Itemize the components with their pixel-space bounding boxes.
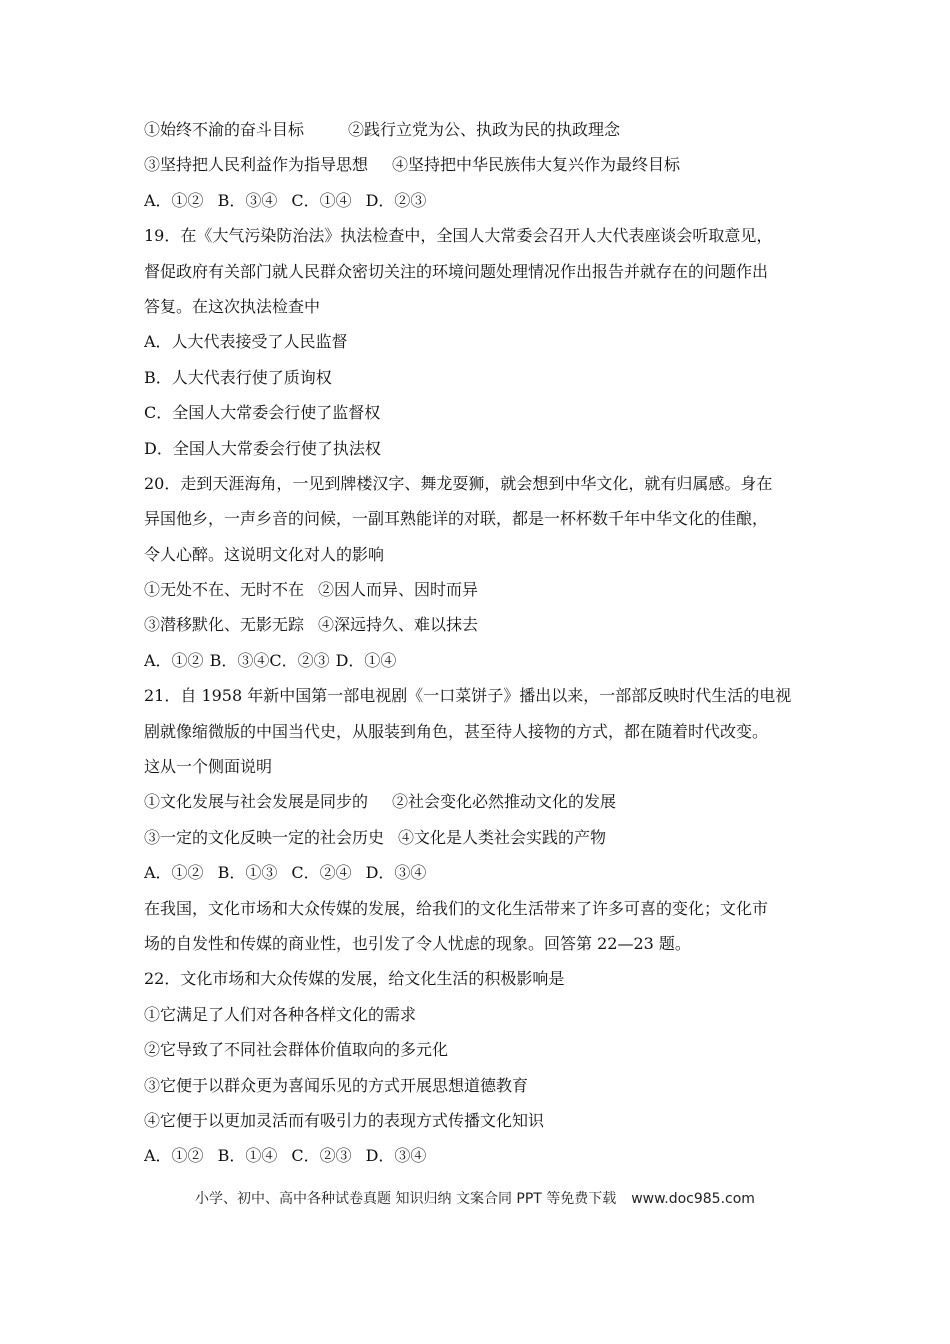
q19-stem-line-1: 19．在《大气污染防治法》执法检查中，全国人大常委会召开人大代表座谈会听取意见，: [144, 226, 773, 246]
q20-answer-c: C．②③: [269, 650, 330, 670]
q22-option-3: ③它便于以群众更为喜闻乐见的方式开展思想道德教育: [144, 1075, 529, 1095]
q20-stem-line-3: 令人心醉。这说明文化对人的影响: [144, 544, 385, 564]
q21-option-3: ③一定的文化反映一定的社会历史: [144, 827, 385, 847]
q18-option-3: ③坚持把人民利益作为指导思想: [144, 155, 369, 175]
q21-option-2: ②社会变化必然推动文化的发展: [392, 792, 617, 812]
q18-options-row-2: [144, 147, 814, 182]
q20-option-3: ③潜移默化、无影无踪: [144, 615, 305, 635]
q21-stem-line-1: 21．自 1958 年新中国第一部电视剧《一口菜饼子》播出以来，一部部反映时代生活的电视: [144, 686, 792, 706]
q22-answer-a: A．①②: [144, 1146, 204, 1166]
q20-option-2: ②因人而异、因时而异: [318, 580, 479, 600]
q18-answer-a: A．①②: [144, 190, 204, 210]
q19-stem-line-3: 答复。在这次执法检查中: [144, 296, 321, 316]
q20-options-row-2: [144, 607, 814, 642]
q19-choice-b: B．人大代表行使了质询权: [144, 367, 332, 387]
q21-option-1: ①文化发展与社会发展是同步的: [144, 792, 369, 812]
q22-stem: 22．文化市场和大众传媒的发展，给文化生活的积极影响是: [144, 969, 565, 989]
q18-answer-b: B．③④: [217, 190, 278, 210]
q18-answer-d: D．②③: [365, 190, 427, 210]
q18-option-1: ①始终不渝的奋斗目标: [144, 120, 305, 139]
q21-options-row-1: [144, 784, 814, 819]
q21-stem-line-2: 剧就像缩微版的中国当代史，从服装到角色，甚至待人接物的方式，都在随着时代改变。: [144, 721, 769, 741]
q22-answer-c: C．②③: [291, 1146, 352, 1166]
q20-options-row-1: [144, 572, 814, 607]
q21-answer-c: C．②④: [291, 863, 352, 883]
passage-line-2: 场的自发性和传媒的商业性，也引发了令人忧虑的现象。回答第 22—23 题。: [144, 933, 691, 953]
passage-line-1: 在我国，文化市场和大众传媒的发展，给我们的文化生活带来了许多可喜的变化；文化市: [144, 898, 769, 918]
q21-options-row-2: [144, 820, 814, 855]
q20-option-4: ④深远持久、难以抹去: [318, 615, 479, 635]
q22-option-4: ④它便于以更加灵活而有吸引力的表现方式传播文化知识: [144, 1110, 545, 1130]
exam-content: [144, 112, 814, 1174]
q20-answer-a: A．①②: [144, 650, 204, 670]
footer-url[interactable]: www.doc985.com: [631, 1191, 755, 1207]
q22-option-1: ①它满足了人们对各种各样文化的需求: [144, 1004, 417, 1024]
q19-stem-line-2: 督促政府有关部门就人民群众密切关注的环境问题处理情况作出报告并就存在的问题作出: [144, 261, 769, 281]
q18-options-row-1: [144, 112, 814, 147]
q21-answer-b: B．①③: [217, 863, 278, 883]
q22-answers: [144, 1138, 814, 1173]
q22-option-2: ②它导致了不同社会群体价值取向的多元化: [144, 1040, 449, 1060]
q22-answer-b: B．①④: [217, 1146, 278, 1166]
q18-answers: [144, 183, 814, 218]
q20-answer-d: D．①④: [335, 650, 397, 670]
q20-option-1: ①无处不在、无时不在: [144, 580, 305, 600]
q21-answers: [144, 855, 814, 890]
q19-choice-a: A．人大代表接受了人民监督: [144, 332, 348, 352]
q21-answer-a: A．①②: [144, 863, 204, 883]
q20-answers: [144, 643, 814, 678]
q18-option-2: ②践行立党为公、执政为民的执政理念: [348, 120, 621, 139]
q19-choice-c: C．全国人大常委会行使了监督权: [144, 403, 381, 423]
q20-stem-line-2: 异国他乡，一声乡音的问候，一副耳熟能详的对联，都是一杯杯数千年中华文化的佳酿，: [144, 509, 769, 529]
footer-text: 小学、初中、高中各种试卷真题 知识归纳 文案合同 PPT 等免费下载: [195, 1191, 617, 1207]
q18-answer-c: C．①④: [291, 190, 352, 210]
q20-answer-b: B．③④: [209, 650, 270, 670]
q21-answer-d: D．③④: [365, 863, 427, 883]
q19-choice-d: D．全国人大常委会行使了执法权: [144, 438, 381, 458]
q21-option-4: ④文化是人类社会实践的产物: [398, 827, 607, 847]
page-footer: [0, 1188, 950, 1208]
q20-stem-line-1: 20．走到天涯海角，一见到牌楼汉字、舞龙耍狮，就会想到中华文化，就有归属感。身在: [144, 473, 773, 493]
q21-stem-line-3: 这从一个侧面说明: [144, 757, 273, 777]
q18-option-4: ④坚持把中华民族伟大复兴作为最终目标: [392, 155, 681, 175]
q22-answer-d: D．③④: [365, 1146, 427, 1166]
